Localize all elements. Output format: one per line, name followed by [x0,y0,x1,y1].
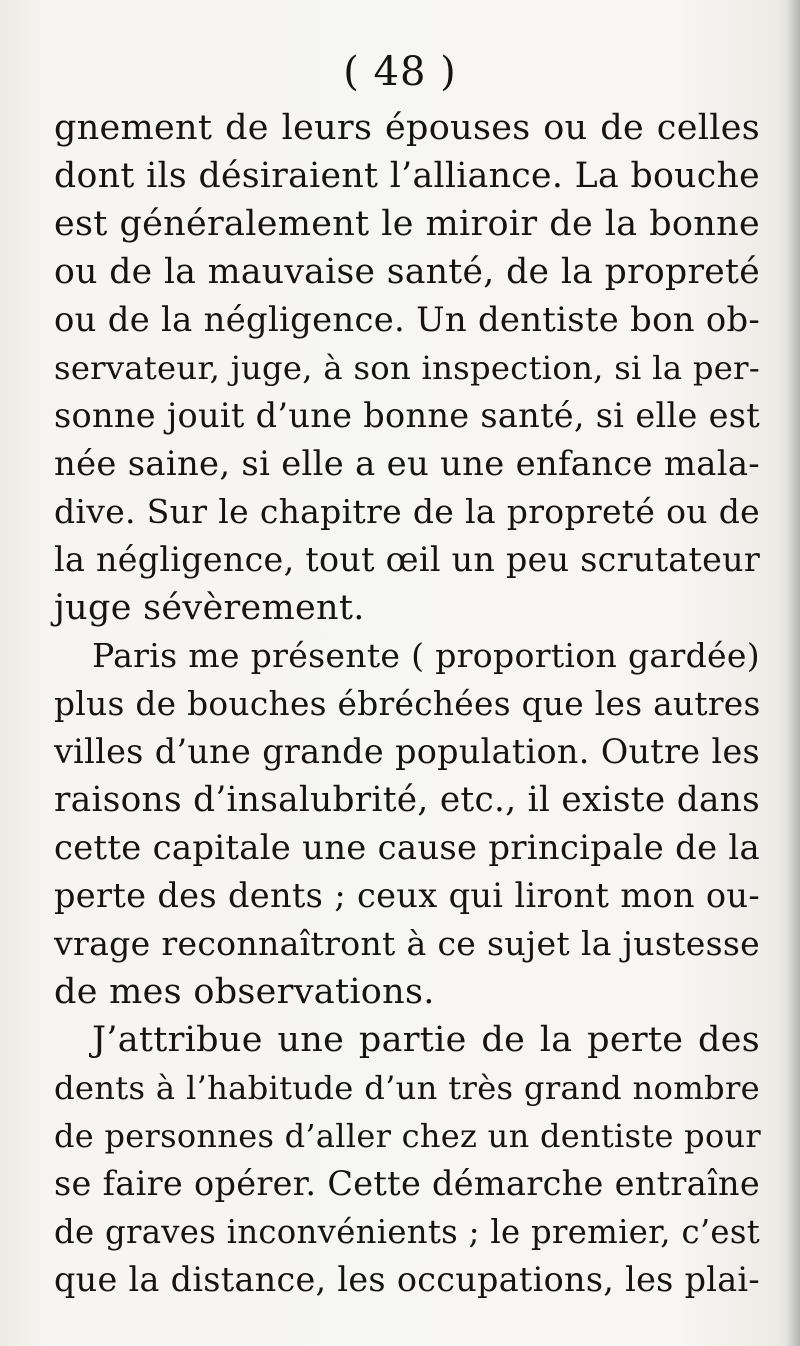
text-line: raisons d’insalubrité, etc., il existe dans [54,780,760,820]
text-line: ou de la négligence. Un dentiste bon ob- [54,300,761,339]
text-line: de mes observations. [54,972,435,1012]
text-line: ou de la mauvaise santé, de la propreté [54,252,760,292]
text-line: de graves inconvénients ; le premier, c’est [54,1213,760,1251]
text-line: juge sévèrement. [54,588,365,628]
text-line: perte des dents ; ceux qui liront mon ou- [54,876,760,915]
text-line: villes d’une grande population. Outre les [54,732,760,771]
text-line: sonne jouit d’une bonne santé, si elle est [54,396,760,435]
page-number: ( 48 ) [343,49,457,95]
text-line: de personnes d’aller chez un dentiste pour [54,1117,762,1155]
body-text [54,104,760,1304]
text-line: Paris me présente ( proportion gardée) [92,636,760,675]
text-line: gnement de leurs épouses ou de celles [54,108,760,148]
text-line: dents à l’habitude d’un très grand nombre [54,1069,760,1107]
text-line: plus de bouches ébréchées que les autres [54,685,761,723]
text-line: cette capitale une cause principale de la [54,828,760,867]
text-line: née saine, si elle a eu une enfance mala- [54,444,760,483]
text-line: dont ils désiraient l’alliance. La bouche [54,156,760,196]
text-line: la négligence, tout œil un peu scrutateur [54,540,761,579]
text-line: est généralement le miroir de la bonne [54,204,760,244]
text-line: que la distance, les occupations, les plai- [54,1260,760,1299]
text-line: servateur, juge, à son inspection, si la per- [54,349,760,387]
text-line: dive. Sur le chapitre de la propreté ou de [54,492,760,531]
text-line: vrage reconnaîtront à ce sujet la justesse [54,924,760,963]
text-line: J’attribue une partie de la perte des [92,1020,760,1060]
text-line: se faire opérer. Cette démarche entraîne [54,1164,760,1203]
page-edge-shadow [786,0,800,1346]
